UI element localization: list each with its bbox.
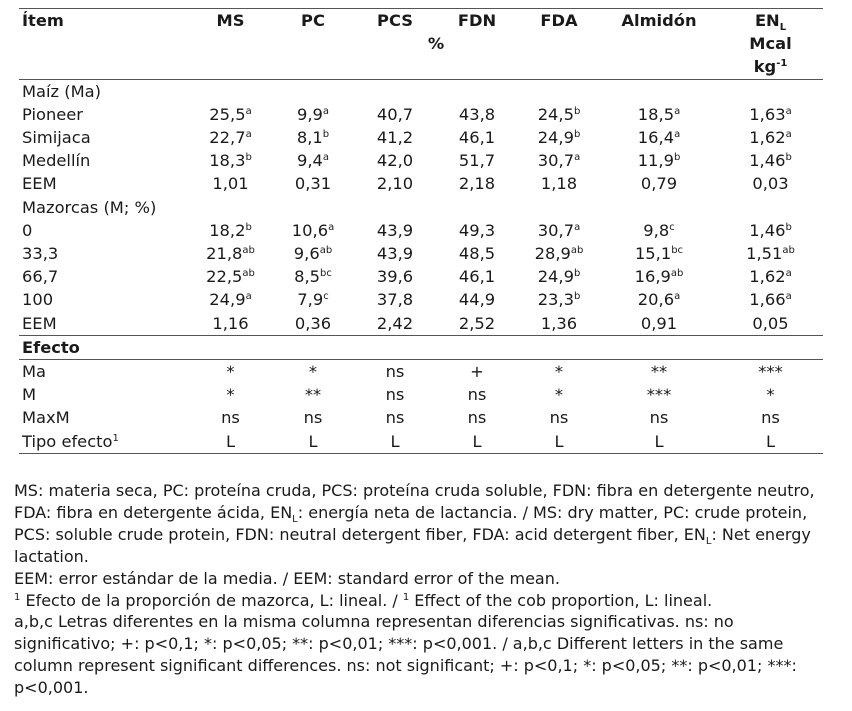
- table-cell: 0,79: [640, 174, 678, 194]
- row-label: EEM: [22, 174, 57, 194]
- table-cell: 21,8$^{ab}$: [206, 244, 255, 264]
- row-label: 100: [22, 290, 54, 310]
- table-row: [19, 172, 823, 195]
- table-footnotes: [14, 480, 834, 699]
- table-cell: 0,36: [294, 313, 332, 333]
- table-cell: 9,6$^{ab}$: [293, 244, 333, 264]
- table-cell: 0,31: [294, 174, 332, 194]
- table-row: [19, 360, 823, 384]
- table-cell: L: [518, 430, 600, 454]
- row-label: Medellín: [22, 151, 91, 171]
- row-label: 66,7: [22, 267, 59, 287]
- header-fdn: FDN: [436, 9, 518, 33]
- table-cell: L: [600, 430, 718, 454]
- results-table: [19, 8, 823, 454]
- table-cell: 0,91: [640, 313, 678, 333]
- table-row: [19, 383, 823, 406]
- table-cell: 1,62$^a$: [749, 128, 792, 148]
- header-pc: PC: [272, 9, 354, 33]
- table-cell: 43,8: [458, 104, 496, 124]
- table-cell: ns: [385, 385, 405, 405]
- table-cell: **: [650, 362, 668, 382]
- row-label: 33,3: [22, 244, 59, 264]
- table-row: [19, 219, 823, 242]
- table-cell: 49,3: [458, 220, 496, 240]
- header-fda: FDA: [518, 9, 600, 33]
- table-cell: ns: [385, 408, 405, 428]
- table-cell: ns: [221, 408, 240, 428]
- table-cell: 7,9$^c$: [297, 290, 329, 310]
- unit-kg: $kg^{-1}$: [718, 55, 823, 79]
- table-cell: 48,5: [458, 244, 496, 264]
- table-cell: 1,46$^b$: [749, 151, 792, 171]
- table-cell: 18,2$^b$: [209, 220, 252, 240]
- table-row: [19, 242, 823, 265]
- table-cell: 40,7: [376, 104, 414, 124]
- table-cell: 1,36: [540, 313, 578, 333]
- table-cell: 22,5$^{ab}$: [206, 267, 255, 287]
- row-label: Tipo efecto$^1$: [19, 430, 189, 454]
- header-pcs: PCS: [354, 9, 436, 33]
- table-cell: 1,01: [212, 174, 249, 194]
- table-cell: 30,7$^a$: [537, 151, 581, 171]
- table-cell: ns: [385, 362, 405, 382]
- footnote-significance: a,b,c Letras diferentes en la misma columna representan diferencias significativas. ns: no significativo; +: p<0,1; *: p<0,05; **: p<0,01; ***: p<0,001. / a,b,c Different letters in the same column represent significant differences. ns: not significant; +: p<0,1; *: p<0,05; **: p<0,01; ***: p<0,001.: [14, 612, 797, 698]
- table-cell: 2,42: [376, 313, 414, 333]
- table-cell: *: [226, 385, 235, 405]
- table-cell: 51,7: [458, 151, 496, 171]
- table-cell: 22,7$^a$: [209, 128, 252, 148]
- section-efecto: [19, 335, 823, 359]
- table-cell: 10,6$^a$: [291, 220, 335, 240]
- table-cell: *: [766, 385, 775, 405]
- table-cell: 28,9$^{ab}$: [534, 244, 584, 264]
- table-cell: L: [189, 430, 272, 454]
- table-row: [19, 430, 823, 454]
- table-cell: 24,9$^a$: [209, 290, 252, 310]
- table-cell: 1,63$^a$: [749, 104, 792, 124]
- table-row: [19, 312, 823, 336]
- table-cell: ns: [649, 408, 669, 428]
- table-cell: *: [554, 362, 564, 382]
- table-cell: 44,9: [458, 290, 496, 310]
- footnote-eem: EEM: error estándar de la media. / EEM: standard error of the mean.: [14, 568, 560, 588]
- table-cell: 2,10: [376, 174, 414, 194]
- section-mazorcas: [19, 196, 823, 219]
- table-cell: 46,1: [458, 128, 496, 148]
- header-enl: $EN_L$: [718, 9, 823, 33]
- table-cell: 23,3$^b$: [537, 290, 581, 310]
- section-label: Mazorcas (M; %): [22, 197, 157, 217]
- table-cell: 30,7$^a$: [537, 220, 581, 240]
- row-label: EEM: [22, 313, 57, 333]
- table-cell: ***: [646, 385, 672, 405]
- row-label: Simijaca: [22, 128, 91, 148]
- table-cell: ns: [467, 385, 487, 405]
- table-row: [19, 265, 823, 288]
- table-cell: 24,5$^b$: [537, 104, 581, 124]
- table-cell: 0,05: [752, 313, 789, 333]
- table-cell: **: [304, 385, 322, 405]
- table-cell: 8,1$^b$: [296, 128, 330, 148]
- section-maiz: [19, 79, 823, 103]
- table-cell: 24,9$^b$: [537, 267, 581, 287]
- table-cell: *: [226, 362, 235, 382]
- table-cell: *: [554, 385, 564, 405]
- header-almidon: Almidón: [600, 9, 718, 33]
- table-cell: *: [308, 362, 318, 382]
- table-cell: 41,2: [376, 128, 414, 148]
- table-cell: +: [470, 362, 484, 382]
- section-label: Efecto: [19, 335, 823, 359]
- table-cell: 46,1: [458, 267, 496, 287]
- unit-mcal: Mcal: [749, 34, 792, 54]
- table-cell: 24,9$^b$: [537, 128, 581, 148]
- table-cell: 16,4$^a$: [637, 128, 681, 148]
- row-label: 0: [22, 220, 33, 240]
- table-cell: ***: [758, 362, 783, 382]
- footnote-abbreviations: MS: materia seca, PC: proteína cruda, PCS: proteína cruda soluble, FDN: fibra en detergente neutro, FDA: fibra en detergente ácida, $EN_L$: energía neta de lactancia. / MS: dry matter, PC: crude protein, PCS: soluble crude protein, FDN: neutral detergent fiber, FDA: acid detergent fiber, $EN_L$: Net energy lactation.: [14, 481, 815, 566]
- table-cell: ns: [761, 408, 780, 428]
- table-cell: L: [272, 430, 354, 454]
- header-ms: MS: [189, 9, 272, 33]
- table-cell: 9,8$^c$: [643, 220, 675, 240]
- row-label: Ma: [22, 362, 47, 382]
- table-cell: ns: [467, 408, 487, 428]
- table-cell: 1,46$^b$: [749, 220, 792, 240]
- unit-percent: %: [427, 34, 445, 54]
- table-cell: 15,1$^{bc}$: [634, 244, 684, 264]
- table-row: [19, 288, 823, 311]
- table-row: [19, 103, 823, 126]
- table-cell: 1,16: [212, 313, 249, 333]
- table-cell: L: [718, 430, 823, 454]
- row-label: M: [22, 385, 37, 405]
- header-row: [19, 9, 823, 33]
- table-cell: 1,66$^a$: [749, 290, 792, 310]
- table-cell: 18,5$^a$: [637, 104, 681, 124]
- table-cell: 0,03: [752, 174, 789, 194]
- table-cell: 9,4$^a$: [296, 151, 330, 171]
- row-label: MaxM: [22, 408, 70, 428]
- unit-row-1: [19, 32, 823, 55]
- table-cell: 37,8: [376, 290, 414, 310]
- table-cell: 9,9$^a$: [296, 104, 330, 124]
- table-cell: 43,9: [376, 220, 414, 240]
- table-cell: 2,18: [458, 174, 496, 194]
- table-cell: L: [354, 430, 436, 454]
- unit-row-2: [19, 55, 823, 79]
- table-cell: 2,52: [458, 313, 496, 333]
- table-cell: 43,9: [376, 244, 414, 264]
- table-cell: 1,62$^a$: [749, 267, 792, 287]
- table-cell: 1,51$^{ab}$: [746, 244, 795, 264]
- results-table-container: [19, 8, 823, 454]
- table-row: [19, 149, 823, 172]
- table-cell: 39,6: [376, 267, 414, 287]
- table-cell: 1,18: [540, 174, 578, 194]
- table-cell: 11,9$^b$: [637, 151, 681, 171]
- table-row: [19, 406, 823, 429]
- table-cell: 18,3$^b$: [209, 151, 252, 171]
- table-cell: 25,5$^a$: [209, 104, 252, 124]
- footnote-effect-type: $^1$ Efecto de la proporción de mazorca, L: lineal. / $^1$ Effect of the cob proportion, L: lineal.: [14, 590, 713, 610]
- table-cell: 16,9$^{ab}$: [634, 267, 684, 287]
- table-cell: ns: [303, 408, 323, 428]
- table-cell: 42,0: [376, 151, 414, 171]
- table-cell: 20,6$^a$: [637, 290, 681, 310]
- table-row: [19, 126, 823, 149]
- section-label: Maíz (Ma): [22, 81, 101, 101]
- table-cell: 8,5$^{bc}$: [294, 267, 332, 287]
- table-cell: L: [436, 430, 518, 454]
- row-label: Pioneer: [22, 104, 83, 124]
- header-item: Ítem: [19, 9, 189, 33]
- table-cell: ns: [549, 408, 569, 428]
